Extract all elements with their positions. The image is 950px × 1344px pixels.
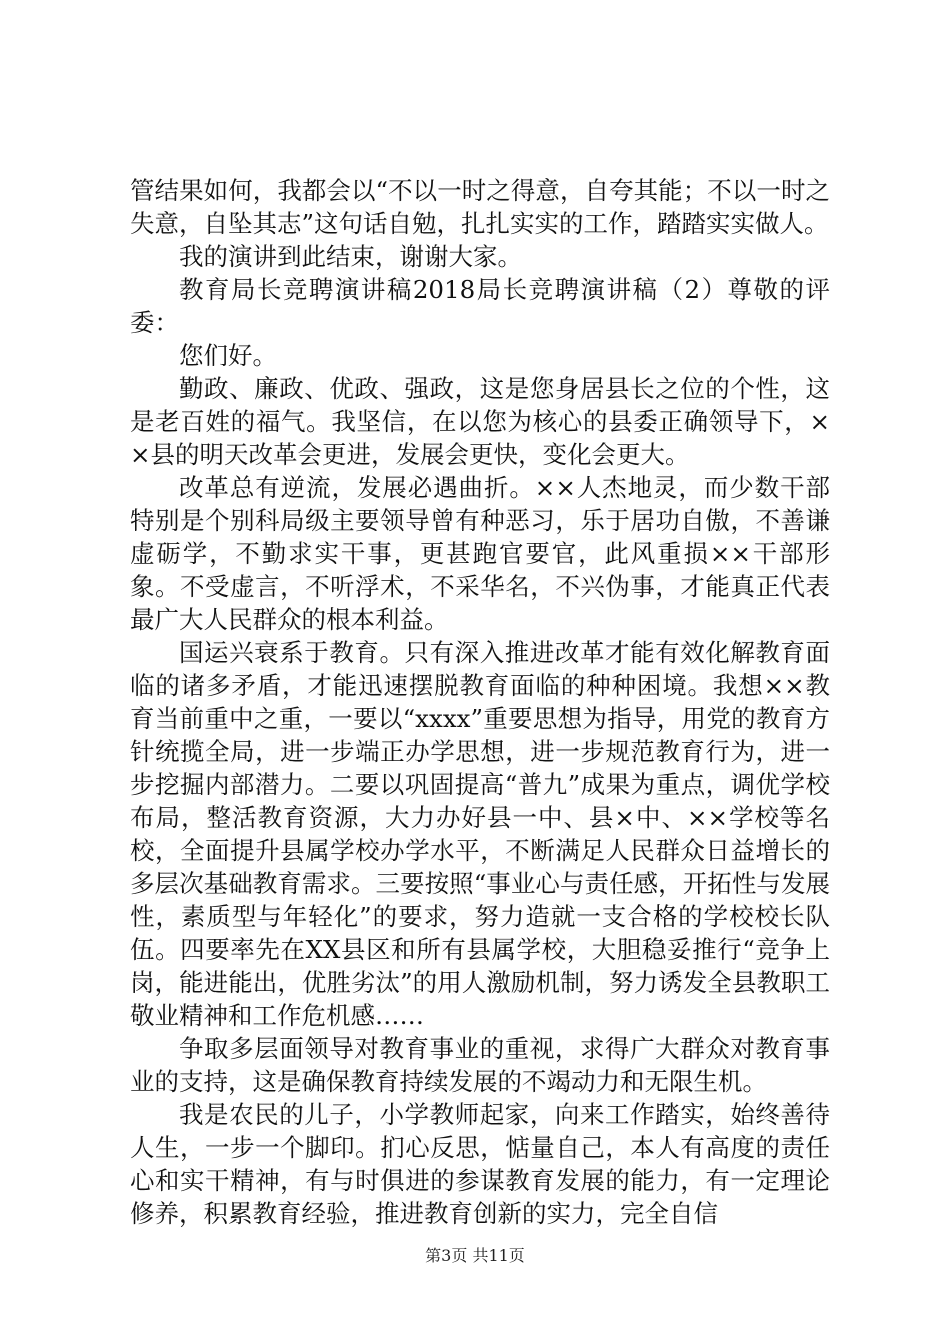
paragraph: 国运兴衰系于教育。只有深入推进改革才能有效化解教育面临的诸多矛盾，才能迅速摆脱教育面临的种种困境。我想××教育当前重中之重，一要以“xxxx”重要思想为指导，用党的教育方针统揽全局，进一步端正办学思想，进一步规范教育行为，进一步挖掘内部潜力。二要以巩固提高“普九”成果为重点，调优学校布局，整活教育资源，大力办好县一中、县×中、××学校等名校，全面提升县属学校办学水平，不断满足人民群众日益增长的多层次基础教育需求。三要按照“事业心与责任感，开拓性与发展性，素质型与年轻化”的要求，努力造就一支合格的学校校长队伍。四要率先在XX县区和所有县属学校，大胆稳妥推行“竞争上岗，能进能出，优胜劣汰”的用人激励机制，努力诱发全县教职工敬业精神和工作危机感…… — [130, 638, 830, 1030]
paragraph: 您们好。 — [179, 341, 277, 370]
paragraph: 我的演讲到此结束，谢谢大家。 — [179, 242, 522, 271]
paragraph: 管结果如何，我都会以“不以一时之得意，自夸其能；不以一时之失意，自坠其志”这句话自勉，扎扎实实的工作，踏踏实实做人。 — [130, 176, 830, 238]
paragraph: 教育局长竞聘演讲稿2018局长竞聘演讲稿（2）尊敬的评委： — [130, 275, 830, 337]
paragraph: 我是农民的儿子，小学教师起家，向来工作踏实，始终善待人生，一步一个脚印。扪心反思，惦量自己，本人有高度的责任心和实干精神，有与时俱进的参谋教育发展的能力，有一定理论修养，积累教育经验，推进教育创新的实力，完全自信 — [130, 1100, 830, 1228]
paragraph: 争取多层面领导对教育事业的重视，求得广大群众对教育事业的支持，这是确保教育持续发展的不竭动力和无限生机。 — [130, 1034, 830, 1096]
paragraph: 勤政、廉政、优政、强政，这是您身居县长之位的个性，这是老百姓的福气。我坚信，在以您为核心的县委正确领导下，××县的明天改革会更进，发展会更快，变化会更大。 — [130, 374, 830, 469]
page-number-footer: 第3页 共11页 — [425, 1246, 525, 1265]
document-body — [130, 174, 830, 1230]
paragraph: 改革总有逆流，发展必遇曲折。××人杰地灵，而少数干部特别是个别科局级主要领导曾有种恶习，乐于居功自傲，不善谦虚砺学，不勤求实干事，更甚跑官要官，此风重损××干部形象。不受虚言，不听浮术，不采华名，不兴伪事，才能真正代表最广大人民群众的根本利益。 — [130, 473, 830, 634]
